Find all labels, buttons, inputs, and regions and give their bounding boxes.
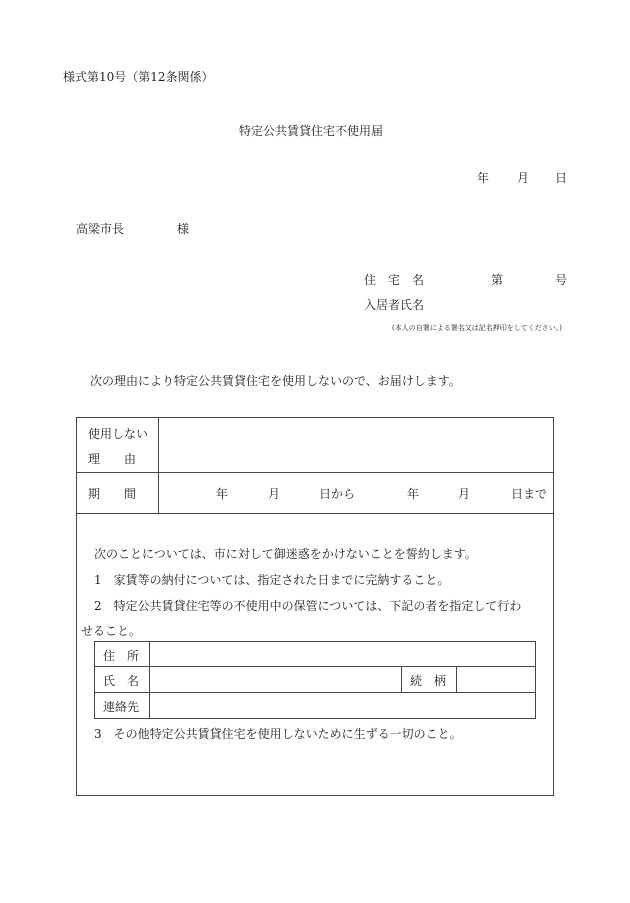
pledge-item-2-line1: 2 特定公共賃貸住宅等の不使用中の保管については、下記の者を指定して行わ <box>94 599 522 613</box>
period-from-year: 年 <box>216 487 229 501</box>
form-number: 様式第10号（第12条関係） <box>63 70 214 84</box>
form-title: 特定公共賃貸住宅不使用届 <box>239 124 384 138</box>
intro-text: 次の理由により特定公共賃貸住宅を使用しないので、お届けします。 <box>90 374 461 388</box>
date-day: 日 <box>555 171 568 185</box>
keeper-name-label: 氏 名 <box>103 674 140 688</box>
date-year: 年 <box>477 171 490 185</box>
addressee-honorific: 様 <box>177 222 190 236</box>
period-to-month: 月 <box>458 487 471 501</box>
period-from-day: 日から <box>319 487 356 501</box>
period-to-year: 年 <box>407 487 420 501</box>
date-month: 月 <box>517 171 530 185</box>
house-no-suffix: 号 <box>555 273 568 287</box>
house-no-prefix: 第 <box>491 273 504 287</box>
keeper-contact-label: 連絡先 <box>103 700 140 714</box>
period-to-day: 日まで <box>511 487 548 501</box>
resident-name-label: 入居者氏名 <box>364 298 425 312</box>
pledge-item-3: 3 その他特定公共賃貸住宅を使用しないために生ずる一切のこと。 <box>94 727 462 741</box>
addressee-name: 高梁市長 <box>76 222 125 236</box>
keeper-relation-label: 続 柄 <box>410 674 447 688</box>
pledge-item-1: 1 家賃等の納付については、指定された日までに完納すること。 <box>94 573 450 587</box>
signature-note: (本人の自署による署名又は記名押印をしてください。) <box>392 324 562 332</box>
reason-label-line1: 使用しない <box>88 427 149 441</box>
keeper-address-label: 住 所 <box>103 649 140 663</box>
pledge-lead: 次のことについては、市に対して御迷惑をかけないことを誓約します。 <box>94 547 477 561</box>
reason-label-line2: 理 由 <box>88 452 137 466</box>
period-label: 期 間 <box>88 487 137 501</box>
pledge-item-2-line2: せること。 <box>81 624 142 638</box>
period-from-month: 月 <box>268 487 281 501</box>
house-name-label: 住 宅 名 <box>364 273 425 287</box>
